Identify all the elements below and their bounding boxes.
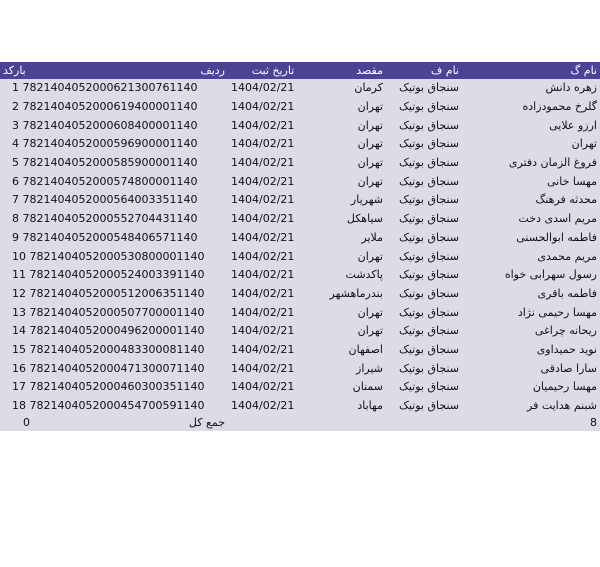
row-number: 3 — [12, 118, 19, 132]
shop-name-cell: سنجاق بوتیک — [399, 212, 459, 226]
table-row[interactable] — [0, 229, 600, 248]
date-cell: 1404/02/21 — [231, 380, 295, 394]
barcode-value: 7821404052000496200001140 — [29, 324, 205, 338]
destination-cell: تهران — [357, 249, 383, 263]
shop-name-cell: سنجاق بوتیک — [399, 268, 459, 282]
destination-cell: تهران — [357, 324, 383, 338]
row-number-barcode-cell — [0, 210, 228, 229]
shop-name-cell: سنجاق بوتیک — [399, 156, 459, 170]
date-cell: 1404/02/21 — [231, 324, 295, 338]
barcode-value: 7821404052000621300761140 — [22, 81, 198, 95]
row-number-barcode-cell — [0, 172, 228, 191]
row-number-barcode-cell — [0, 135, 228, 154]
shop-name-cell: سنجاق بوتیک — [399, 137, 459, 151]
destination-cell: کرمان — [354, 81, 383, 95]
destination-cell: شیراز — [356, 361, 383, 375]
date-cell: 1404/02/21 — [231, 305, 295, 319]
recipient-name-cell: ریحانه چراغی — [534, 324, 597, 338]
table-row[interactable] — [0, 341, 600, 360]
date-cell: 1404/02/21 — [231, 118, 295, 132]
barcode-value: 7821404052000530800001140 — [29, 249, 205, 263]
footer-total-label: جمع کل — [188, 416, 225, 430]
date-cell: 1404/02/21 — [231, 212, 295, 226]
row-number: 11 — [12, 268, 26, 282]
barcode-value: 7821404052000471300071140 — [29, 361, 205, 375]
header-row-barcode-cell — [0, 62, 228, 79]
row-number: 2 — [12, 100, 19, 114]
table-row[interactable] — [0, 378, 600, 397]
row-number-barcode-cell — [0, 397, 228, 416]
shop-name-cell: سنجاق بوتیک — [399, 361, 459, 375]
row-number-barcode-cell — [0, 247, 228, 266]
barcode-value: 7821404052000548406571140 — [22, 230, 198, 244]
row-number-barcode-cell — [0, 98, 228, 117]
row-number: 4 — [12, 137, 19, 151]
footer-count-value: 8 — [590, 416, 597, 430]
shop-name-cell: سنجاق بوتیک — [399, 100, 459, 114]
shop-name-cell: سنجاق بوتیک — [399, 81, 459, 95]
barcode-value: 7821404052000564003351140 — [22, 193, 198, 207]
row-number-barcode-cell — [0, 154, 228, 173]
barcode-value: 7821404052000608400001140 — [22, 118, 198, 132]
recipient-name-cell: شبنم هدایت فر — [527, 399, 597, 413]
destination-cell: اصفهان — [348, 342, 383, 356]
row-number-barcode-cell — [0, 359, 228, 378]
destination-cell: تهران — [357, 118, 383, 132]
table-row[interactable] — [0, 210, 600, 229]
row-number: 17 — [12, 380, 26, 394]
shop-name-cell: سنجاق بوتیک — [399, 174, 459, 188]
date-cell: 1404/02/21 — [231, 137, 295, 151]
destination-cell: پاکدشت — [345, 268, 383, 282]
row-number-barcode-cell — [0, 322, 228, 341]
row-number-barcode-cell — [0, 303, 228, 322]
barcode-value: 7821404052000507700001140 — [29, 305, 205, 319]
recipient-name-cell: فروغ الزمان دفتری — [508, 156, 597, 170]
footer-count-cell — [462, 415, 600, 431]
recipient-name-cell: گلرخ محمودزاده — [522, 100, 597, 114]
row-number-barcode-cell — [0, 229, 228, 248]
shop-name-cell: سنجاق بوتیک — [399, 230, 459, 244]
destination-cell: ملایر — [361, 230, 383, 244]
recipient-name-cell: فاطمه باقری — [537, 286, 597, 300]
table-row[interactable] — [0, 172, 600, 191]
row-number: 12 — [12, 286, 26, 300]
shipment-table — [0, 62, 600, 431]
destination-cell: تهران — [357, 100, 383, 114]
footer-zero-value: 0 — [23, 416, 30, 430]
recipient-name-cell: نوید حمیداوی — [536, 342, 597, 356]
destination-cell: مهاباد — [357, 399, 383, 413]
table-row[interactable] — [0, 79, 600, 98]
row-number: 10 — [12, 249, 26, 263]
footer-empty-cell — [386, 415, 462, 431]
date-cell: 1404/02/21 — [231, 361, 295, 375]
row-number: 15 — [12, 342, 26, 356]
row-number-barcode-cell — [0, 285, 228, 304]
barcode-value: 7821404052000460300351140 — [29, 380, 205, 394]
shop-name-cell: سنجاق بوتیک — [399, 380, 459, 394]
table-row[interactable] — [0, 247, 600, 266]
barcode-value: 7821404052000585900001140 — [22, 156, 198, 170]
date-cell: 1404/02/21 — [231, 156, 295, 170]
recipient-name-cell: مریم اسدی دخت — [518, 212, 597, 226]
destination-cell: تهران — [357, 156, 383, 170]
barcode-value: 7821404052000596900001140 — [22, 137, 198, 151]
row-number-barcode-cell — [0, 266, 228, 285]
destination-cell: تهران — [357, 174, 383, 188]
barcode-value: 7821404052000512006351140 — [29, 286, 205, 300]
shop-name-cell: سنجاق بوتیک — [399, 193, 459, 207]
row-number-barcode-cell — [0, 116, 228, 135]
date-cell: 1404/02/21 — [231, 81, 295, 95]
row-number-barcode-cell — [0, 191, 228, 210]
shop-name-cell: سنجاق بوتیک — [399, 249, 459, 263]
row-number-barcode-cell — [0, 79, 228, 98]
recipient-name-cell: مهسا رحیمیان — [532, 380, 597, 394]
table-row[interactable] — [0, 397, 600, 416]
row-number-barcode-cell — [0, 378, 228, 397]
date-cell: 1404/02/21 — [231, 342, 295, 356]
destination-cell: سیاهکل — [346, 212, 383, 226]
table-row[interactable] — [0, 285, 600, 304]
row-number-barcode-cell — [0, 341, 228, 360]
date-cell: 1404/02/21 — [231, 193, 295, 207]
barcode-value: 7821404052000552704431140 — [22, 212, 198, 226]
barcode-value: 7821404052000524003391140 — [29, 268, 205, 282]
table-row[interactable] — [0, 191, 600, 210]
footer-empty-cell — [318, 415, 386, 431]
header-recipient-name: نام گ — [570, 64, 597, 77]
table-row[interactable] — [0, 98, 600, 117]
header-destination: مقصد — [356, 64, 383, 77]
header-date: تاریخ ثبت — [251, 64, 295, 77]
destination-cell: شهریار — [350, 193, 383, 207]
row-number: 9 — [12, 230, 19, 244]
recipient-name-cell: مهسا رحیمی نژاد — [517, 305, 597, 319]
shop-name-cell: سنجاق بوتیک — [399, 118, 459, 132]
table-row[interactable] — [0, 266, 600, 285]
barcode-value: 7821404052000454700591140 — [29, 399, 205, 413]
shop-name-cell: سنجاق بوتیک — [399, 305, 459, 319]
footer-empty-cell — [228, 415, 318, 431]
recipient-name-cell: مریم محمدی — [537, 249, 597, 263]
table-footer-row — [0, 415, 600, 431]
recipient-name-cell: زهره دانش — [545, 81, 597, 95]
recipient-name-cell: ارزو علایی — [549, 118, 597, 132]
barcode-value: 7821404052000619400001140 — [22, 100, 198, 114]
destination-cell: بندرماهشهر — [329, 286, 383, 300]
row-number: 1 — [12, 81, 19, 95]
recipient-name-cell: محدثه فرهنگ — [535, 193, 597, 207]
table-row[interactable] — [0, 154, 600, 173]
table-row[interactable] — [0, 116, 600, 135]
header-barcode: بارکد — [3, 64, 26, 77]
date-cell: 1404/02/21 — [231, 174, 295, 188]
barcode-value: 7821404052000483300081140 — [29, 342, 205, 356]
recipient-name-cell: فاطمه ابوالحسنی — [516, 230, 597, 244]
recipient-name-cell: رسول سهرابی خواه — [504, 268, 597, 282]
shop-name-cell: سنجاق بوتیک — [399, 399, 459, 413]
destination-cell: سمنان — [352, 380, 383, 394]
table-row[interactable] — [0, 359, 600, 378]
date-cell: 1404/02/21 — [231, 100, 295, 114]
row-number: 5 — [12, 156, 19, 170]
shipment-sheet — [0, 62, 600, 431]
table-row[interactable] — [0, 135, 600, 154]
date-cell: 1404/02/21 — [231, 249, 295, 263]
header-row-number: ردیف — [200, 64, 225, 77]
shop-name-cell: سنجاق بوتیک — [399, 324, 459, 338]
date-cell: 1404/02/21 — [231, 230, 295, 244]
row-number: 8 — [12, 212, 19, 226]
row-number: 7 — [12, 193, 19, 207]
date-cell: 1404/02/21 — [231, 399, 295, 413]
table-row[interactable] — [0, 322, 600, 341]
recipient-name-cell: مهسا خانی — [546, 174, 597, 188]
table-header-row — [0, 62, 600, 79]
shop-name-cell: سنجاق بوتیک — [399, 342, 459, 356]
barcode-value: 7821404052000574800001140 — [22, 174, 198, 188]
recipient-name-cell: سارا صادقی — [540, 361, 597, 375]
destination-cell: تهران — [357, 137, 383, 151]
recipient-name-cell: تهران — [571, 137, 597, 151]
shop-name-cell: سنجاق بوتیک — [399, 286, 459, 300]
destination-cell: تهران — [357, 305, 383, 319]
row-number: 14 — [12, 324, 26, 338]
row-number: 16 — [12, 361, 26, 375]
row-number: 6 — [12, 174, 19, 188]
header-shop-name: نام ف — [430, 64, 459, 77]
table-row[interactable] — [0, 303, 600, 322]
row-number: 13 — [12, 305, 26, 319]
date-cell: 1404/02/21 — [231, 286, 295, 300]
date-cell: 1404/02/21 — [231, 268, 295, 282]
footer-cell — [0, 415, 228, 431]
row-number: 18 — [12, 399, 26, 413]
